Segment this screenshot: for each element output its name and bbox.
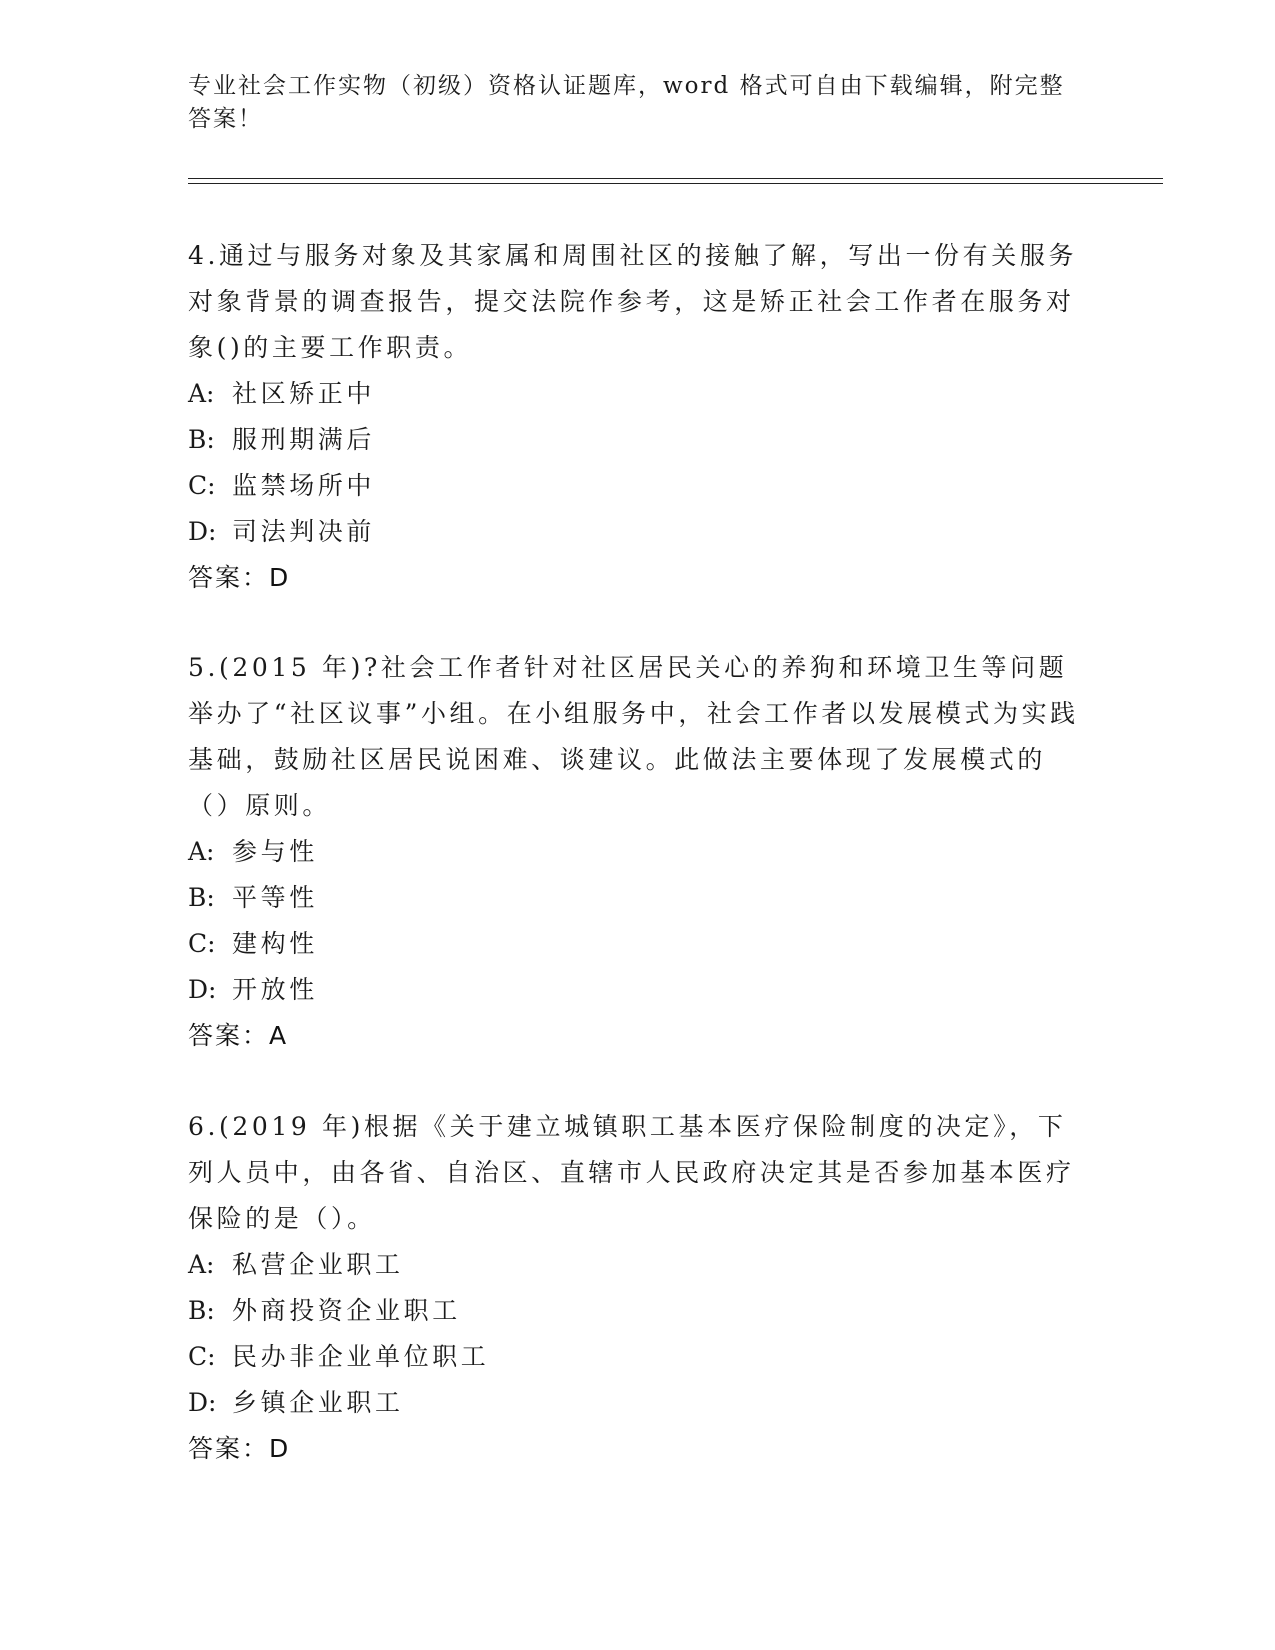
question-stem: 4.通过与服务对象及其家属和周围社区的接触了解，写出一份有关服务对象背景的调查报告，提交法院作参考，这是矫正社会工作者在服务对象()的主要工作职责。 bbox=[188, 241, 1078, 362]
question-stem: 6.(2019 年)根据《关于建立城镇职工基本医疗保险制度的决定》，下列人员中，由各省、自治区、直辖市人民政府决定其是否参加基本医疗保险的是（）。 bbox=[188, 1112, 1075, 1233]
question-stem: 5.(2015 年)?社会工作者针对社区居民关心的养狗和环境卫生等问题举办了“社区议事”小组。在小组服务中，社会工作者以发展模式为实践基础，鼓励社区居民说困难、谈建议。此做法主要体现了发展模式的（）原则。 bbox=[188, 653, 1079, 820]
answer-line: 答案：D bbox=[188, 563, 291, 592]
option-key: B: bbox=[188, 1296, 215, 1325]
option-text: 建构性 bbox=[232, 929, 318, 958]
option-d bbox=[188, 509, 1083, 555]
answer-line: 答案：A bbox=[188, 1021, 289, 1050]
question-5 bbox=[188, 645, 1083, 1059]
option-b bbox=[188, 1288, 1083, 1334]
option-text: 参与性 bbox=[232, 837, 318, 866]
option-text: 司法判决前 bbox=[232, 517, 376, 546]
option-key: A: bbox=[188, 1250, 215, 1279]
option-text: 平等性 bbox=[232, 883, 318, 912]
question-6 bbox=[188, 1104, 1083, 1472]
option-key: D: bbox=[188, 517, 217, 546]
option-text: 外商投资企业职工 bbox=[232, 1296, 461, 1325]
option-b bbox=[188, 417, 1083, 463]
option-a bbox=[188, 1242, 1083, 1288]
option-d bbox=[188, 1380, 1083, 1426]
header-divider-top bbox=[188, 178, 1163, 179]
option-key: A: bbox=[188, 837, 215, 866]
option-key: D: bbox=[188, 975, 217, 1004]
answer-line: 答案：D bbox=[188, 1434, 291, 1463]
option-key: B: bbox=[188, 425, 215, 454]
option-key: A: bbox=[188, 379, 215, 408]
header-divider-bottom bbox=[188, 183, 1163, 184]
option-key: C: bbox=[188, 471, 216, 500]
option-c bbox=[188, 463, 1083, 509]
option-text: 开放性 bbox=[232, 975, 318, 1004]
option-key: C: bbox=[188, 1342, 216, 1371]
option-text: 社区矫正中 bbox=[232, 379, 376, 408]
option-text: 监禁场所中 bbox=[232, 471, 376, 500]
option-d bbox=[188, 967, 1083, 1013]
option-text: 私营企业职工 bbox=[232, 1250, 404, 1279]
option-key: D: bbox=[188, 1388, 217, 1417]
option-c bbox=[188, 921, 1083, 967]
option-b bbox=[188, 875, 1083, 921]
question-4 bbox=[188, 233, 1083, 601]
option-key: B: bbox=[188, 883, 215, 912]
option-text: 服刑期满后 bbox=[232, 425, 376, 454]
option-key: C: bbox=[188, 929, 216, 958]
option-text: 乡镇企业职工 bbox=[232, 1388, 404, 1417]
option-a bbox=[188, 829, 1083, 875]
option-text: 民办非企业单位职工 bbox=[232, 1342, 490, 1371]
option-c bbox=[188, 1334, 1083, 1380]
document-header-intro: 专业社会工作实物（初级）资格认证题库，word 格式可自由下载编辑，附完整答案！ bbox=[188, 73, 1065, 132]
option-a bbox=[188, 371, 1083, 417]
